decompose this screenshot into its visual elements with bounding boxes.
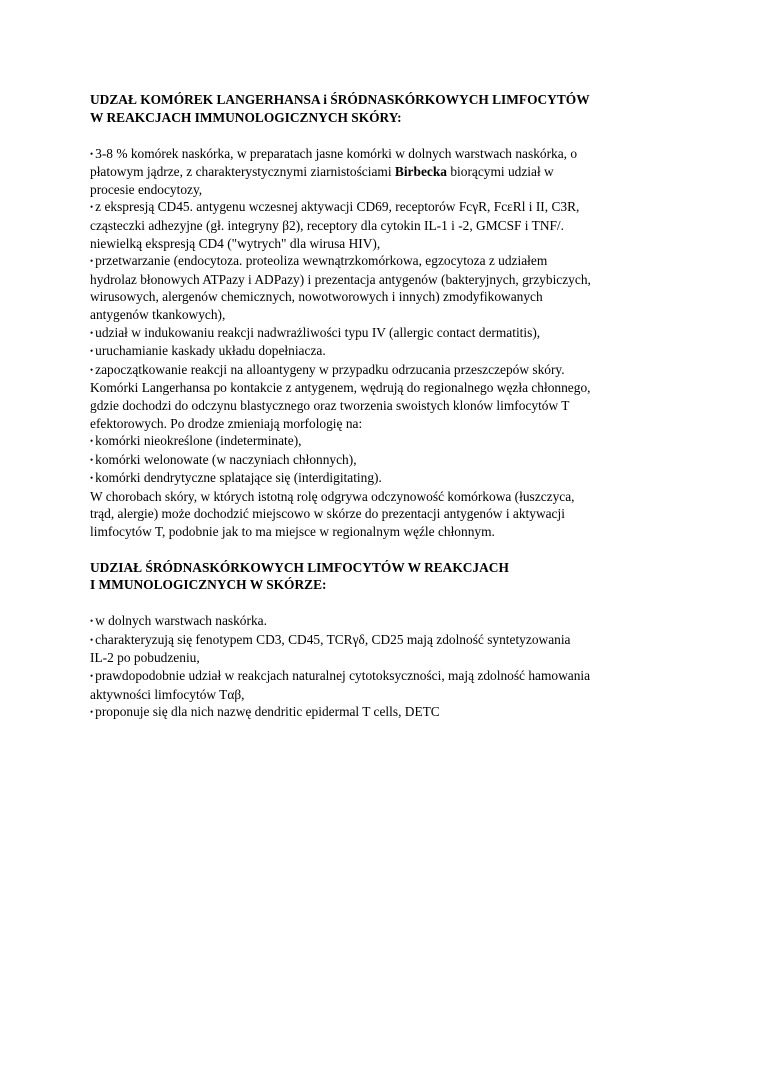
text-line: prawdopodobnie udział w reakcjach naturalnej cytotoksyczności, mają zdolność hamowania	[95, 668, 591, 684]
text-line: komórki welonowate (w naczyniach chłonnych),	[95, 451, 357, 467]
heading-line: UDZIAŁ ŚRÓDNASKÓRKOWYCH LIMFOCYTÓW W REAKCJACH	[90, 559, 509, 575]
text-line: charakteryzują się fenotypem CD3, CD45, TCRγδ, CD25 mają zdolność syntetyzowania	[95, 631, 571, 647]
bullet-icon: •	[90, 707, 94, 718]
bullet-icon: •	[90, 346, 94, 357]
bullet-item	[90, 342, 680, 361]
text-line: komórki dendrytyczne splatające się (interdigitating).	[95, 470, 382, 486]
text-line: W chorobach skóry, w których istotną rolę odgrywa odczynowość komórkowa (łuszczyca,	[90, 488, 575, 504]
bullet-item	[90, 451, 680, 470]
bullet-icon: •	[90, 634, 94, 645]
bullet-icon: •	[90, 616, 94, 627]
bullet-item	[90, 703, 680, 722]
text-line: biorącymi udział w	[446, 164, 554, 180]
text-line: Komórki Langerhansa po kontakcie z antygenem, wędrują do regionalnego węzła chłonnego,	[90, 380, 591, 396]
heading-line: UDZAŁ KOMÓREK LANGERHANSA i ŚRÓDNASKÓRKOWYCH LIMFOCYTÓW	[90, 92, 590, 107]
text-line: gdzie dochodzi do odczynu blastycznego oraz tworzenia swoistych klonów limfocytów T	[90, 397, 570, 413]
bullet-icon: •	[90, 473, 94, 484]
text-line: udział w indukowaniu reakcji nadwrażliwości typu IV (allergic contact dermatitis),	[95, 324, 541, 340]
bullet-item	[90, 324, 680, 343]
bold-term: Birbecka	[394, 164, 447, 180]
heading-line: I MMUNOLOGICZNYCH W SKÓRZE:	[90, 577, 327, 593]
text-line: 3-8 % komórek naskórka, w preparatach jasne komórki w dolnych warstwach naskórka, o	[95, 145, 578, 161]
text-line: limfocytów T, podobnie jak to ma miejsce w regionalnym węźle chłonnym.	[90, 524, 495, 540]
bullet-icon: •	[90, 454, 94, 465]
text-line-container	[90, 163, 680, 181]
document-body	[90, 91, 680, 722]
text-line: komórki nieokreślone (indeterminate),	[95, 433, 302, 449]
bullet-item	[90, 432, 680, 451]
heading-line: W REAKCJACH IMMUNOLOGICZNYCH SKÓRY:	[90, 109, 402, 125]
text-line: procesie endocytozy,	[90, 181, 203, 197]
text-line: wirusowych, alergenów chemicznych, nowotworowych i innych) zmodyfikowanych	[90, 289, 543, 305]
text-line: w dolnych warstwach naskórka.	[95, 613, 267, 629]
text-line: hydrolaz błonowych ATPazy i ADPazy) i prezentacja antygenów (bakteryjnych, grzybiczych,	[90, 271, 591, 287]
bullet-icon: •	[90, 436, 94, 447]
section-2-body	[90, 612, 680, 722]
bullet-item	[90, 145, 680, 164]
text-line: zapoczątkowanie reakcji na alloantygeny w przypadku odrzucania przeszczepów skóry.	[95, 361, 565, 377]
bullet-item	[90, 252, 680, 271]
bullet-item	[90, 469, 680, 488]
bullet-item	[90, 361, 680, 380]
section-2-heading	[90, 559, 680, 595]
text-line: płatowym jądrze, z charakterystycznymi ziarnistościami	[90, 164, 395, 180]
section-1-body	[90, 145, 680, 541]
text-line: uruchamianie kaskady układu dopełniacza.	[95, 343, 326, 359]
text-line: przetwarzanie (endocytoza. proteoliza wewnątrzkomórkowa, egzocytoza z udziałem	[95, 253, 548, 269]
bullet-icon: •	[90, 364, 94, 375]
text-line: IL-2 po pobudzeniu,	[90, 650, 200, 666]
text-line: niewielką ekspresją CD4 ("wytrych" dla wirusa HIV),	[90, 235, 381, 251]
text-line: trąd, alergie) może dochodzić miejscowo w skórze do prezentacji antygenów i aktywacji	[90, 506, 565, 522]
bullet-item	[90, 631, 680, 650]
section-1-heading	[90, 91, 680, 127]
text-line: proponuje się dla nich nazwę dendritic epidermal T cells, DETC	[95, 704, 440, 720]
bullet-icon: •	[90, 256, 94, 267]
bullet-item	[90, 198, 680, 217]
text-line: antygenów tkankowych),	[90, 306, 226, 322]
bullet-icon: •	[90, 327, 94, 338]
bullet-item	[90, 667, 680, 686]
bullet-icon: •	[90, 671, 94, 682]
text-line: aktywności limfocytów Tαβ,	[90, 686, 245, 702]
text-line: efektorowych. Po drodze zmieniają morfologię na:	[90, 415, 363, 431]
text-line: z ekspresją CD45. antygenu wczesnej aktywacji CD69, receptorów FcγR, FcεRl i II, C3R,	[95, 199, 580, 215]
text-line: cząsteczki adhezyjne (gł. integryny β2), receptory dla cytokin IL-1 i -2, GMCSF i TNF/.	[90, 217, 565, 233]
bullet-item	[90, 612, 680, 631]
bullet-icon: •	[90, 202, 94, 213]
bullet-icon: •	[90, 148, 94, 159]
